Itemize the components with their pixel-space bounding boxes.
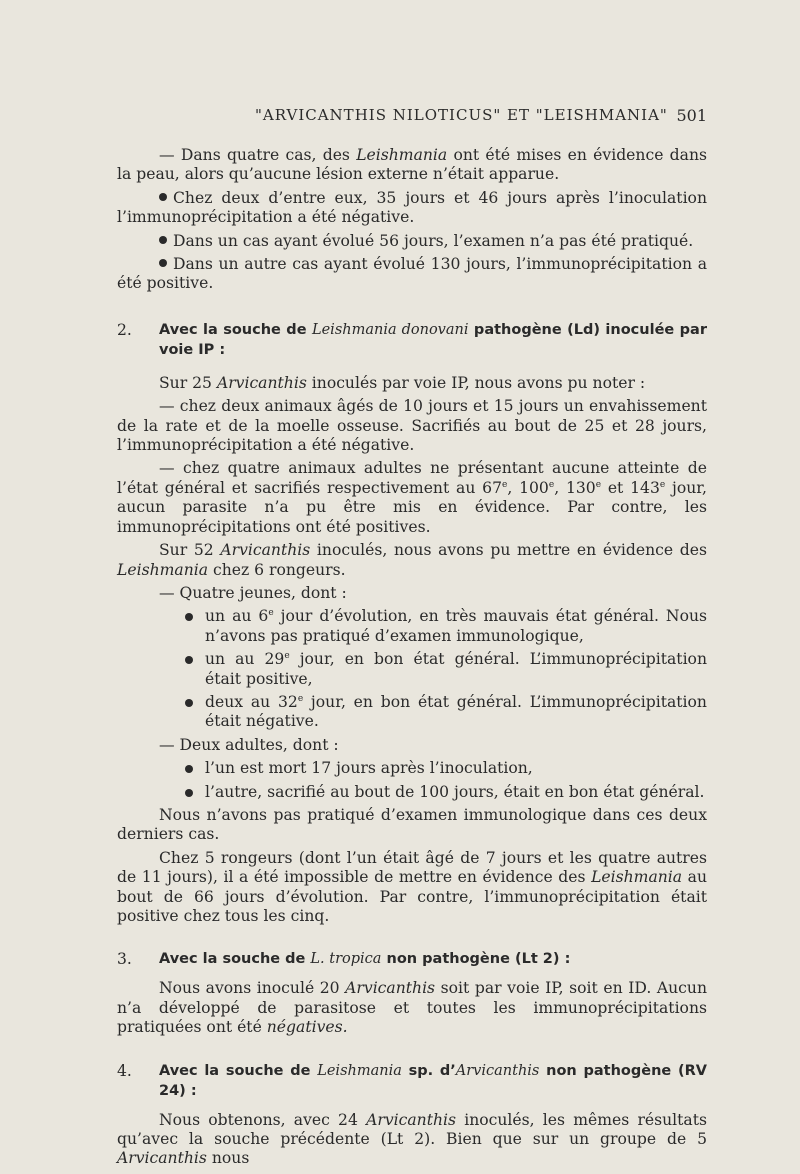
running-title: "ARVICANTHIS NILOTICUS" ET "LEISHMANIA"	[255, 106, 668, 124]
bullet-icon	[159, 259, 167, 267]
bullet-item: l’un est mort 17 jours après l’inoculation,	[185, 759, 707, 778]
paragraph: — chez deux animaux âgés de 10 jours et 15 jours un envahissement de la rate et de la moelle osseuse. Sacrifiés au bout de 25 et 28 jours, l’immunoprécipitation a été négative.	[117, 397, 707, 455]
bullet-item: un au 29e jour, en bon état général. L’immunoprécipitation était positive,	[185, 650, 707, 689]
paragraph: — Deux adultes, dont :	[159, 735, 339, 754]
bullet-item: Chez deux d’entre eux, 35 jours et 46 jours après l’inoculation l’immunoprécipitation a été négative.	[117, 188, 707, 227]
page-header	[117, 106, 707, 128]
paragraph: Nous n’avons pas pratiqué d’examen immunologique dans ces deux derniers cas.	[117, 805, 707, 844]
paragraph: — Dans quatre cas, des Leishmania ont été mises en évidence dans la peau, alors qu’aucune lésion externe n’était apparue.	[117, 146, 707, 184]
section-heading: 2. Avec la souche de Leishmania donovani pathogène (Ld) inoculée par voie IP :	[117, 320, 707, 358]
paragraph: Nous avons inoculé 20 Arvicanthis soit par voie IP, soit en ID. Aucun n’a développé de parasitose et toutes les immunoprécipitations pratiquées ont été négatives.	[117, 979, 707, 1037]
bullet-item: un au 6e jour d’évolution, en très mauvais état général. Nous n’avons pas pratiqué d’examen immunologique,	[185, 607, 707, 646]
bullet-item: l’autre, sacrifié au bout de 100 jours, était en bon état général.	[185, 783, 707, 802]
body-text	[117, 146, 707, 1169]
paragraph: Nous obtenons, avec 24 Arvicanthis inoculés, les mêmes résultats qu’avec la souche précédente (Lt 2). Bien que sur un groupe de 5 Arvicanthis nous	[117, 1110, 707, 1168]
paragraph: — chez quatre animaux adultes ne présentant aucune atteinte de l’état général et sacrifiés respectivement au 67e, 100e, 130e et 143e jour, aucun parasite n’a pu être mis en évidence. Par contre, les immunoprécipitations ont été positives.	[117, 459, 707, 536]
paragraph: Chez 5 rongeurs (dont l’un était âgé de 7 jours et les quatre autres de 11 jours), il a été impossible de mettre en évidence des Leishmania au bout de 66 jours d’évolution. Par contre, l’immunoprécipitation était positive chez tous les cinq.	[117, 848, 707, 925]
page-number: 501	[676, 106, 707, 125]
section-heading: 4. Avec la souche de Leishmania sp. d’Arvicanthis non pathogène (RV 24) :	[117, 1061, 707, 1099]
bullet-icon	[159, 193, 167, 201]
paragraph: — Quatre jeunes, dont :	[159, 583, 347, 602]
bullet-item: deux au 32e jour, en bon état général. L’immunoprécipitation était négative.	[185, 693, 707, 732]
paragraph: Sur 52 Arvicanthis inoculés, nous avons pu mettre en évidence des Leishmania chez 6 rongeurs.	[117, 541, 707, 579]
bullet-item: Dans un autre cas ayant évolué 130 jours, l’immunoprécipitation a été positive.	[117, 255, 707, 293]
bullet-item: Dans un cas ayant évolué 56 jours, l’examen n’a pas été pratiqué.	[117, 232, 707, 251]
paragraph: Sur 25 Arvicanthis inoculés par voie IP, nous avons pu noter :	[159, 373, 646, 392]
bullet-icon	[159, 236, 167, 244]
section-heading: 3. Avec la souche de L. tropica non pathogène (Lt 2) :	[117, 950, 571, 969]
